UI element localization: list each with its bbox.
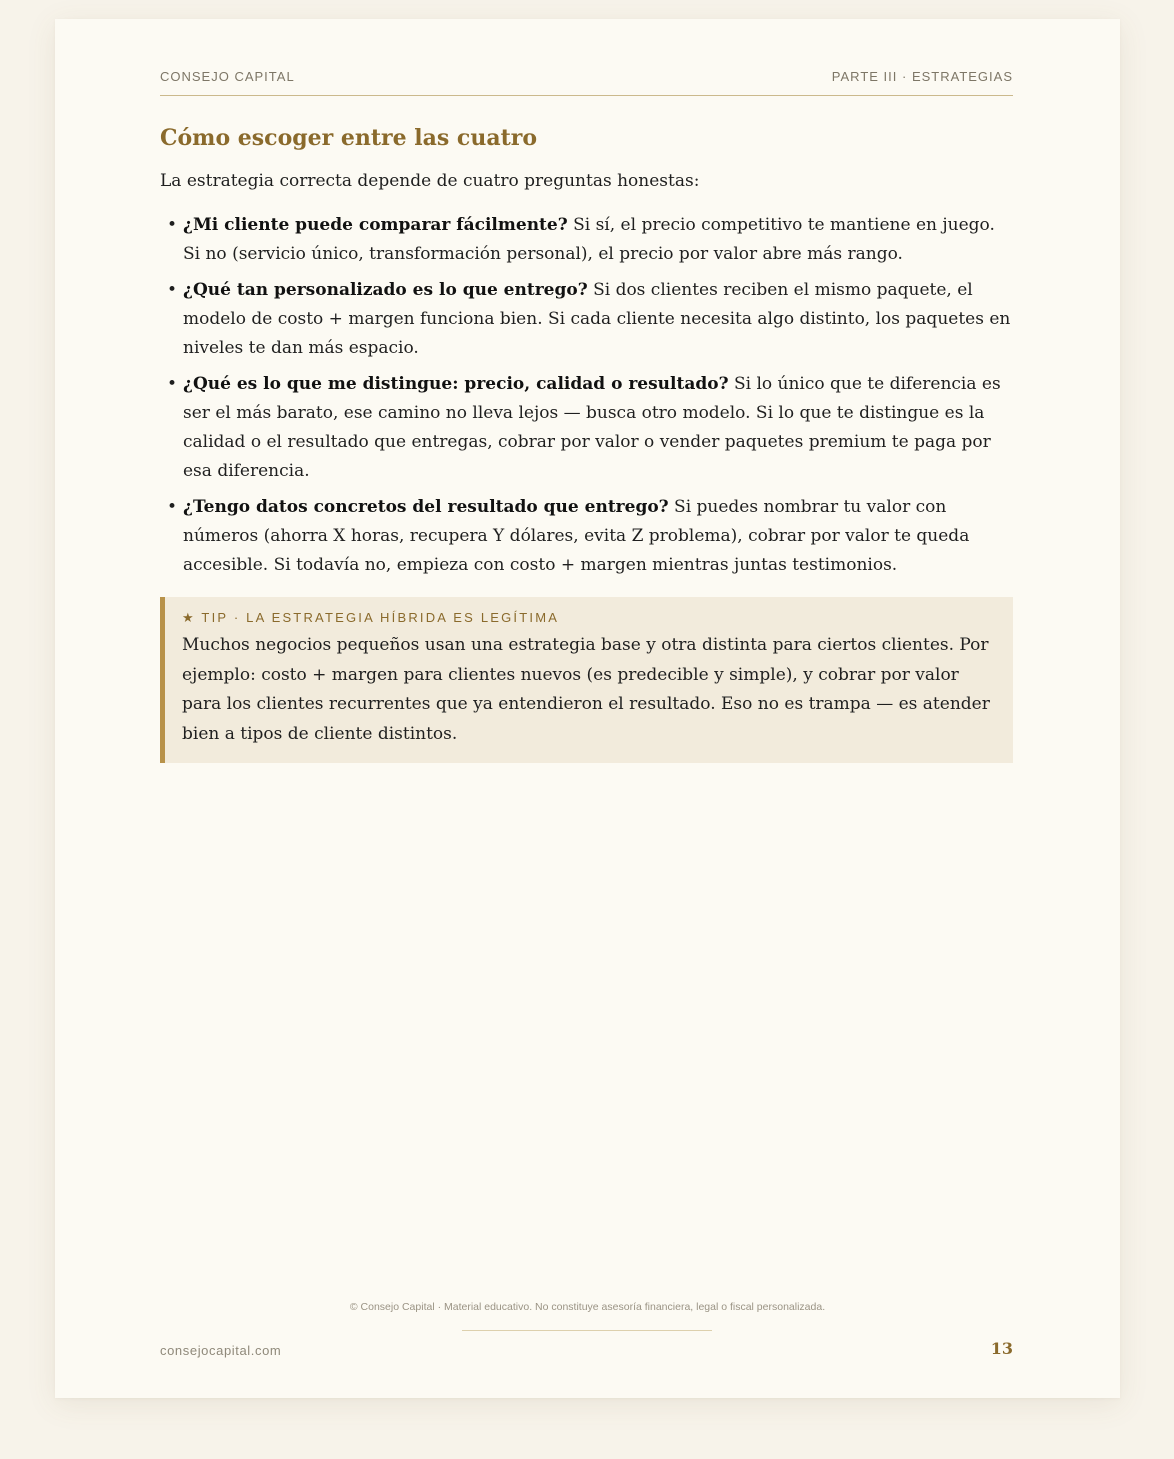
list-item [160, 276, 1013, 363]
bullet-icon: • [167, 497, 178, 517]
tip-body: Muchos negocios pequeños usan una estrategia base y otra distinta para ciertos clientes. Por ejemplo: costo + margen para clientes nuevos (es predecible y simple), y cobrar por valor para los clientes recurrentes que ya entendieron el resultado. Eso no es trampa — es atender bien a tipos de cliente distintos. [182, 635, 990, 744]
page-number: 13 [990, 1339, 1013, 1358]
bullet-icon: • [167, 374, 178, 394]
header-part-label: PARTE III · ESTRATEGIAS [831, 69, 1013, 84]
running-header [160, 69, 1013, 96]
answer-text: Si sí, el precio competitivo te mantiene en juego. Si no (servicio único, transformación personal), el precio por valor abre más rango. [183, 215, 995, 264]
list-item [160, 211, 1013, 269]
section-intro: La estrategia correcta depende de cuatro preguntas honestas: [160, 171, 700, 191]
bullet-icon: • [167, 280, 178, 300]
tip-callout [160, 597, 1013, 763]
section-title: Cómo escoger entre las cuatro [160, 125, 538, 151]
question-text: ¿Qué es lo que me distingue: precio, calidad o resultado? [183, 374, 729, 394]
document-page [55, 19, 1120, 1398]
footer-divider [462, 1330, 712, 1331]
list-item [160, 370, 1013, 486]
page-content [160, 123, 1013, 763]
question-text: ¿Tengo datos concretos del resultado que entrego? [183, 497, 669, 517]
question-text: ¿Mi cliente puede comparar fácilmente? [183, 215, 568, 235]
question-text: ¿Qué tan personalizado es lo que entrego? [183, 280, 588, 300]
list-item [160, 493, 1013, 580]
footer-disclaimer: © Consejo Capital · Material educativo. No constituye asesoría financiera, legal o fiscal personalizada. [349, 1301, 826, 1313]
answer-text: Si puedes nombrar tu valor con números (ahorra X horas, recupera Y dólares, evita Z problema), cobrar por valor te queda accesible. Si todavía no, empieza con costo + margen mientras juntas testimonios. [183, 497, 970, 575]
answer-text: Si dos clientes reciben el mismo paquete, el modelo de costo + margen funciona bien. Si cada cliente necesita algo distinto, los paquetes en niveles te dan más espacio. [183, 280, 1011, 358]
footer-website: consejocapital.com [160, 1343, 282, 1358]
answer-text: Si lo único que te diferencia es ser el más barato, ese camino no lleva lejos — busca otro modelo. Si lo que te distingue es la calidad o el resultado que entregas, cobrar por valor o vender paquetes premium te paga por esa diferencia. [183, 374, 1001, 481]
tip-label: ★ TIP · LA ESTRATEGIA HÍBRIDA ES LEGÍTIMA [182, 610, 560, 625]
question-list [160, 211, 1013, 580]
header-publication-name: CONSEJO CAPITAL [160, 69, 295, 84]
bullet-icon: • [167, 215, 178, 235]
